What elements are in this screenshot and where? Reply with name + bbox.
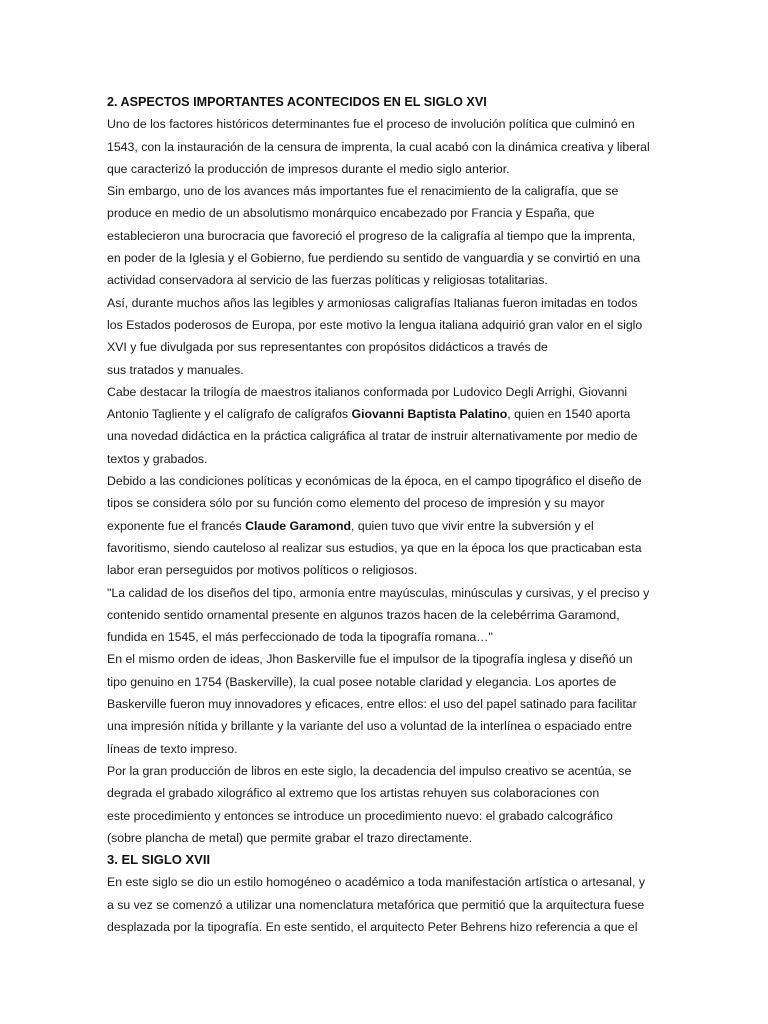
paragraph-line: en poder de la Iglesia y el Gobierno, fue perdiendo su sentido de vanguardia y se convirtió en una — [107, 251, 641, 266]
document-body — [107, 91, 667, 938]
paragraph-line: líneas de texto impreso. — [107, 741, 238, 756]
bold-name-palatino: Giovanni Baptista Palatino — [351, 407, 508, 422]
paragraph-line: Baskerville fueron muy innovadores y eficaces, entre ellos: el uso del papel satinado para facilitar — [107, 697, 637, 712]
quote-line: "La calidad de los diseños del tipo, armonía entre mayúsculas, minúsculas y cursivas, y el preciso y — [107, 585, 650, 600]
quote-line: contenido sentido ornamental presente en algunos trazos hacen de la celebérrima Garamond, — [107, 607, 620, 622]
paragraph-line: que caracterizó la producción de impresos durante el medio siglo anterior. — [107, 161, 510, 176]
paragraph-line-garamond — [107, 515, 667, 537]
paragraph-line: degrada el grabado xilográfico al extremo que los artistas rehuyen sus colaboraciones con — [107, 786, 600, 801]
quote-line: fundida en 1545, el más perfeccionado de toda la tipografía romana…" — [107, 630, 493, 645]
paragraph-line: 1543, con la instauración de la censura de imprenta, la cual acabó con la dinámica creativa y liberal — [107, 139, 650, 154]
paragraph-line: Uno de los factores históricos determinantes fue el proceso de involución política que culminó en — [107, 117, 635, 132]
paragraph-line: Cabe destacar la trilogía de maestros italianos conformada por Ludovico Degli Arrighi, Giovanni — [107, 384, 628, 399]
paragraph-line: En este siglo se dio un estilo homogéneo o académico a toda manifestación artística o artesanal, y — [107, 875, 645, 890]
paragraph-line: textos y grabados. — [107, 451, 208, 466]
paragraph-line: (sobre plancha de metal) que permite grabar el trazo directamente. — [107, 830, 472, 845]
paragraph-line: favoritismo, siendo cauteloso al realizar sus estudios, ya que en la época los que practicaban esta — [107, 540, 642, 555]
paragraph-line: los Estados poderosos de Europa, por este motivo la lengua italiana adquirió gran valor en el siglo — [107, 317, 643, 332]
paragraph-line: una novedad didáctica en la práctica caligráfica al tratar de instruir alternativamente por medio de — [107, 429, 638, 444]
section-heading: 3. EL SIGLO XVII — [107, 852, 211, 868]
paragraph-line: Así, durante muchos años las legibles y armoniosas caligrafías Italianas fueron imitadas en todos — [107, 295, 638, 310]
line-text: exponente fue el francés — [107, 518, 246, 533]
paragraph-line: Por la gran producción de libros en este siglo, la decadencia del impulso creativo se acentúa, se — [107, 763, 632, 778]
section-heading: 2. ASPECTOS IMPORTANTES ACONTECIDOS EN EL SIGLO XVI — [107, 95, 487, 109]
bold-name-garamond: Claude Garamond — [245, 518, 352, 533]
line-text: Antonio Tagliente y el calígrafo de calígrafos — [107, 407, 352, 422]
paragraph-line: Sin embargo, uno de los avances más importantes fue el renacimiento de la caligrafía, que se — [107, 184, 619, 199]
paragraph-line: labor eran perseguidos por motivos políticos o religiosos. — [107, 563, 418, 578]
paragraph-line: produce en medio de un absolutismo monárquico encabezado por Francia y España, que — [107, 206, 595, 221]
paragraph-line: En el mismo orden de ideas, Jhon Baskerville fue el impulsor de la tipografía inglesa y diseñó un — [107, 652, 633, 667]
paragraph-line: Debido a las condiciones políticas y económicas de la época, en el campo tipográfico el diseño de — [107, 474, 642, 489]
paragraph-line: actividad conservadora al servicio de las fuerzas políticas y religiosas totalitarias. — [107, 273, 548, 288]
line-text: , quien tuvo que vivir entre la subversión y el — [351, 518, 594, 533]
paragraph-line: este procedimiento y entonces se introduce un procedimiento nuevo: el grabado calcográfico — [107, 808, 613, 823]
paragraph-line: establecieron una burocracia que favoreció el progreso de la caligrafía al tiempo que la imprenta, — [107, 228, 636, 243]
paragraph-line: tipo genuino en 1754 (Baskerville), la cual posee notable claridad y elegancia. Los aportes de — [107, 674, 617, 689]
paragraph-line-palatino — [107, 403, 667, 425]
paragraph-line: desplazada por la tipografía. En este sentido, el arquitecto Peter Behrens hizo referencia a que el — [107, 919, 638, 934]
paragraph-line: XVI y fue divulgada por sus representantes con propósitos didácticos a través de — [107, 340, 548, 355]
paragraph-line: tipos se considera sólo por su función como elemento del proceso de impresión y su mayor — [107, 496, 605, 511]
paragraph-line: una impresión nítida y brillante y la variante del uso a voluntad de la interlínea o espaciado entre — [107, 719, 632, 734]
paragraph-line: sus tratados y manuales. — [107, 362, 244, 377]
line-text: , quien en 1540 aporta — [507, 407, 631, 422]
paragraph-line: a su vez se comenzó a utilizar una nomenclatura metafórica que permitió que la arquitectura fuese — [107, 897, 645, 912]
